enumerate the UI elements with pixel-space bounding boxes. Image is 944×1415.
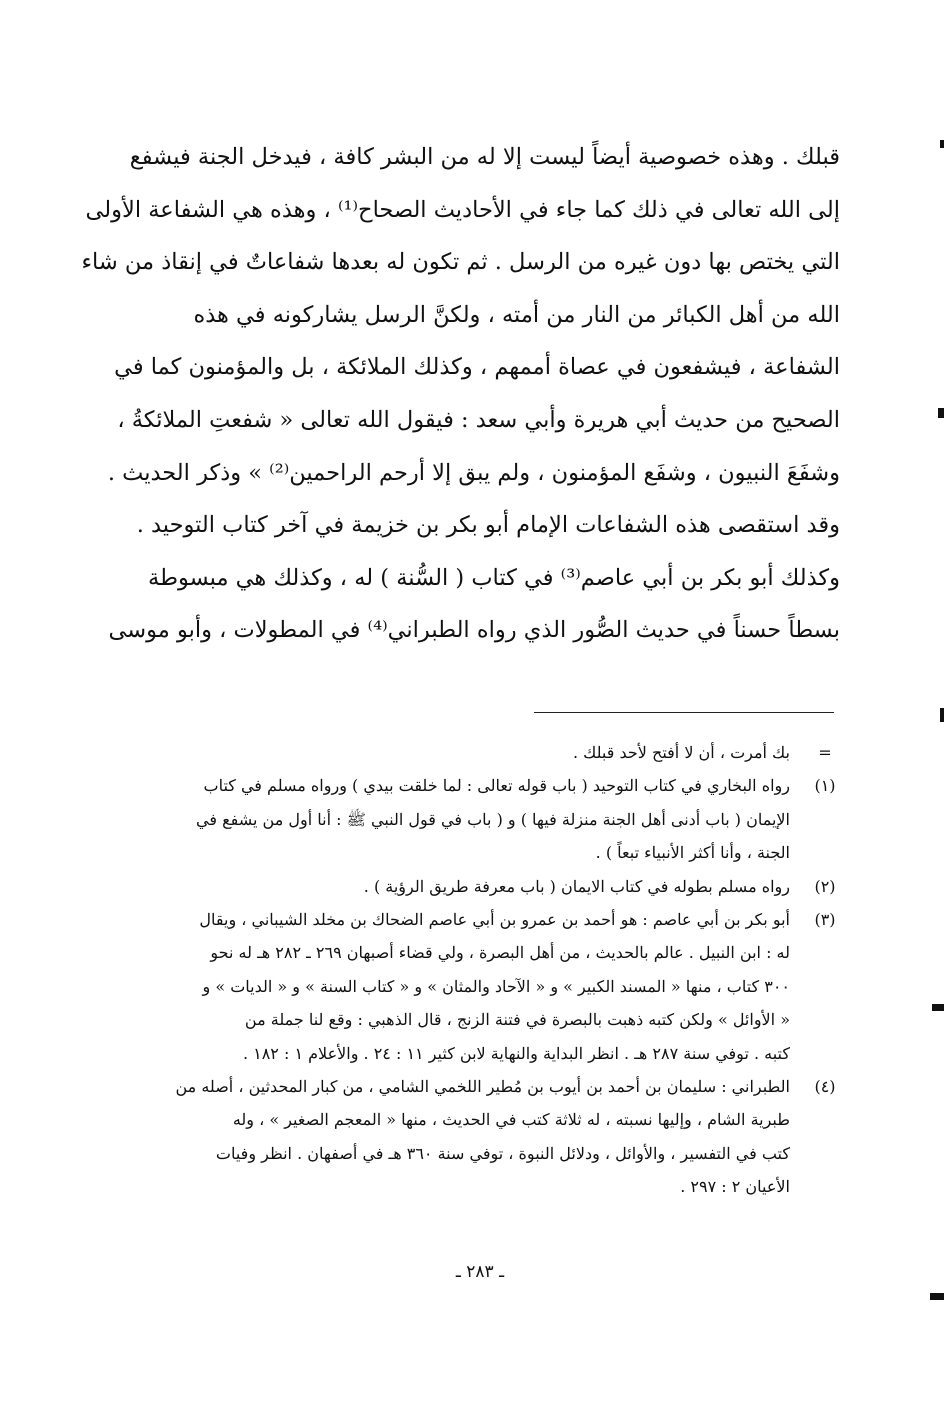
footnote-line: له : ابن النبيل . عالم بالحديث ، من أهل البصرة ، ولي قضاء أصبهان ٢٦٩ ـ ٢٨٢ هـ له نحو	[210, 943, 790, 963]
main-text-line: وشفَعَ النبيون ، وشفَع المؤمنون ، ولم يبق إلا أرحم الراحمين⁽²⁾ » وذكر الحديث .	[107, 459, 840, 486]
footnote-line: كتبه . توفي سنة ٢٨٧ هـ . انظر البداية والنهاية لابن كثير ١١ : ٢٤ . والأعلام ١ : ١٨٢ .	[242, 1043, 790, 1063]
footnote-body	[128, 1070, 790, 1204]
footnote-continuation	[128, 736, 846, 769]
main-text-line: قبلك . وهذه خصوصية أيضاً ليست إلا له من البشر كافة ، فيدخل الجنة فيشفع	[129, 144, 840, 170]
footnote-marker: (٤)	[814, 1076, 836, 1096]
footnote-line: الأعيان ٢ : ٢٩٧ .	[680, 1177, 790, 1197]
footnote-separator	[534, 712, 834, 713]
footnote-body	[128, 903, 790, 1070]
main-text-line: الشفاعة ، فيشفعون في عصاة أممهم ، وكذلك الملائكة ، بل والمؤمنون كما في	[114, 354, 840, 381]
main-text-line: الصحيح من حديث أبي هريرة وأبي سعد : فيقول الله تعالى « شفعتِ الملائكةُ ،	[117, 406, 840, 433]
main-text-line: الله من أهل الكبائر من النار من أمته ، ولكنَّ الرسل يشاركونه في هذه	[193, 301, 840, 328]
main-text-line: التي يختص بها دون غيره من الرسل . ثم تكون له بعدها شفاعاتٌ في إنقاذ من شاء	[81, 249, 840, 276]
footnote-line: طبرية الشام ، وإليها نسبته ، له ثلاثة كتب في الحديث ، منها « المعجم الصغير » ، وله	[232, 1110, 790, 1130]
footnote-line: كتب في التفسير ، والأوائل ، ودلائل النبوة ، توفي سنة ٣٦٠ هـ في أصفهان . انظر وفيات	[215, 1143, 790, 1163]
footnote-marker: (٢)	[814, 876, 836, 896]
footnote-2	[128, 870, 846, 903]
footnote-1	[128, 769, 846, 869]
footnote-line: الإيمان ( باب أدنى أهل الجنة منزلة فيها ) و ( باب في قول النبي ﷺ : أنا أول من يشفع في	[196, 809, 790, 829]
footnote-line: بك أمرت ، أن لا أفتح لأحد قبلك .	[572, 743, 790, 762]
footnote-line: رواه مسلم بطوله في كتاب الايمان ( باب معرفة طريق الرؤية ) .	[363, 876, 790, 896]
footnote-line: أبو بكر بن أبي عاصم : هو أحمد بن عمرو بن أبي عاصم الضحاك بن مخلد الشيباني ، ويقال	[199, 909, 790, 929]
footnote-4	[128, 1070, 846, 1204]
footnote-line: الطبراني : سليمان بن أحمد بن أيوب بن مُطير اللخمي الشامي ، من كبار المحدثين ، أصله من	[175, 1076, 790, 1096]
footnote-marker: (١)	[814, 776, 836, 796]
scan-edge-mark	[938, 408, 944, 418]
footnote-line: رواه البخاري في كتاب التوحيد ( باب قوله تعالى : لما خلقت بيدي ) ورواه مسلم في كتاب	[203, 776, 790, 796]
footnote-3	[128, 903, 846, 1070]
page-number: ـ ٢٨٣ ـ	[455, 1262, 505, 1282]
footnote-line: « الأوائل » ولكن كتبه ذهبت بالبصرة في فتنة الزنج ، قال الذهبي : وقع لنا جملة من	[244, 1010, 790, 1030]
footnote-marker: (٣)	[814, 909, 836, 929]
main-text-line: إلى الله تعالى في ذلك كما جاء في الأحاديث الصحاح⁽¹⁾ ، وهذه هي الشفاعة الأولى	[85, 196, 840, 223]
footnote-line: ٣٠٠ كتاب ، منها « المسند الكبير » و « الآحاد والمثان » و « كتاب السنة » و « الديات » و	[202, 976, 790, 996]
footnotes-block	[128, 736, 846, 1203]
scan-edge-mark	[932, 1004, 944, 1011]
footnote-marker: =	[818, 743, 832, 762]
scan-edge-mark	[940, 140, 944, 148]
footnote-body	[128, 870, 790, 903]
footnote-body	[128, 769, 790, 869]
scan-edge-mark	[930, 1293, 944, 1300]
main-text-line: وقد استقصى هذه الشفاعات الإمام أبو بكر بن خزيمة في آخر كتاب التوحيد .	[136, 512, 840, 539]
main-text-block	[81, 131, 840, 657]
main-text-line: وكذلك أبو بكر بن أبي عاصم⁽³⁾ في كتاب ( السُّنة ) له ، وكذلك هي مبسوطة	[148, 564, 840, 591]
scan-edge-mark	[940, 708, 944, 722]
footnote-line: الجنة ، وأنا أكثر الأنبياء تبعاً ) .	[595, 843, 790, 863]
main-text-line: بسطاً حسناً في حديث الصُّور الذي رواه الطبراني⁽⁴⁾ في المطولات ، وأبو موسى	[108, 617, 840, 644]
footnote-body	[128, 736, 790, 769]
